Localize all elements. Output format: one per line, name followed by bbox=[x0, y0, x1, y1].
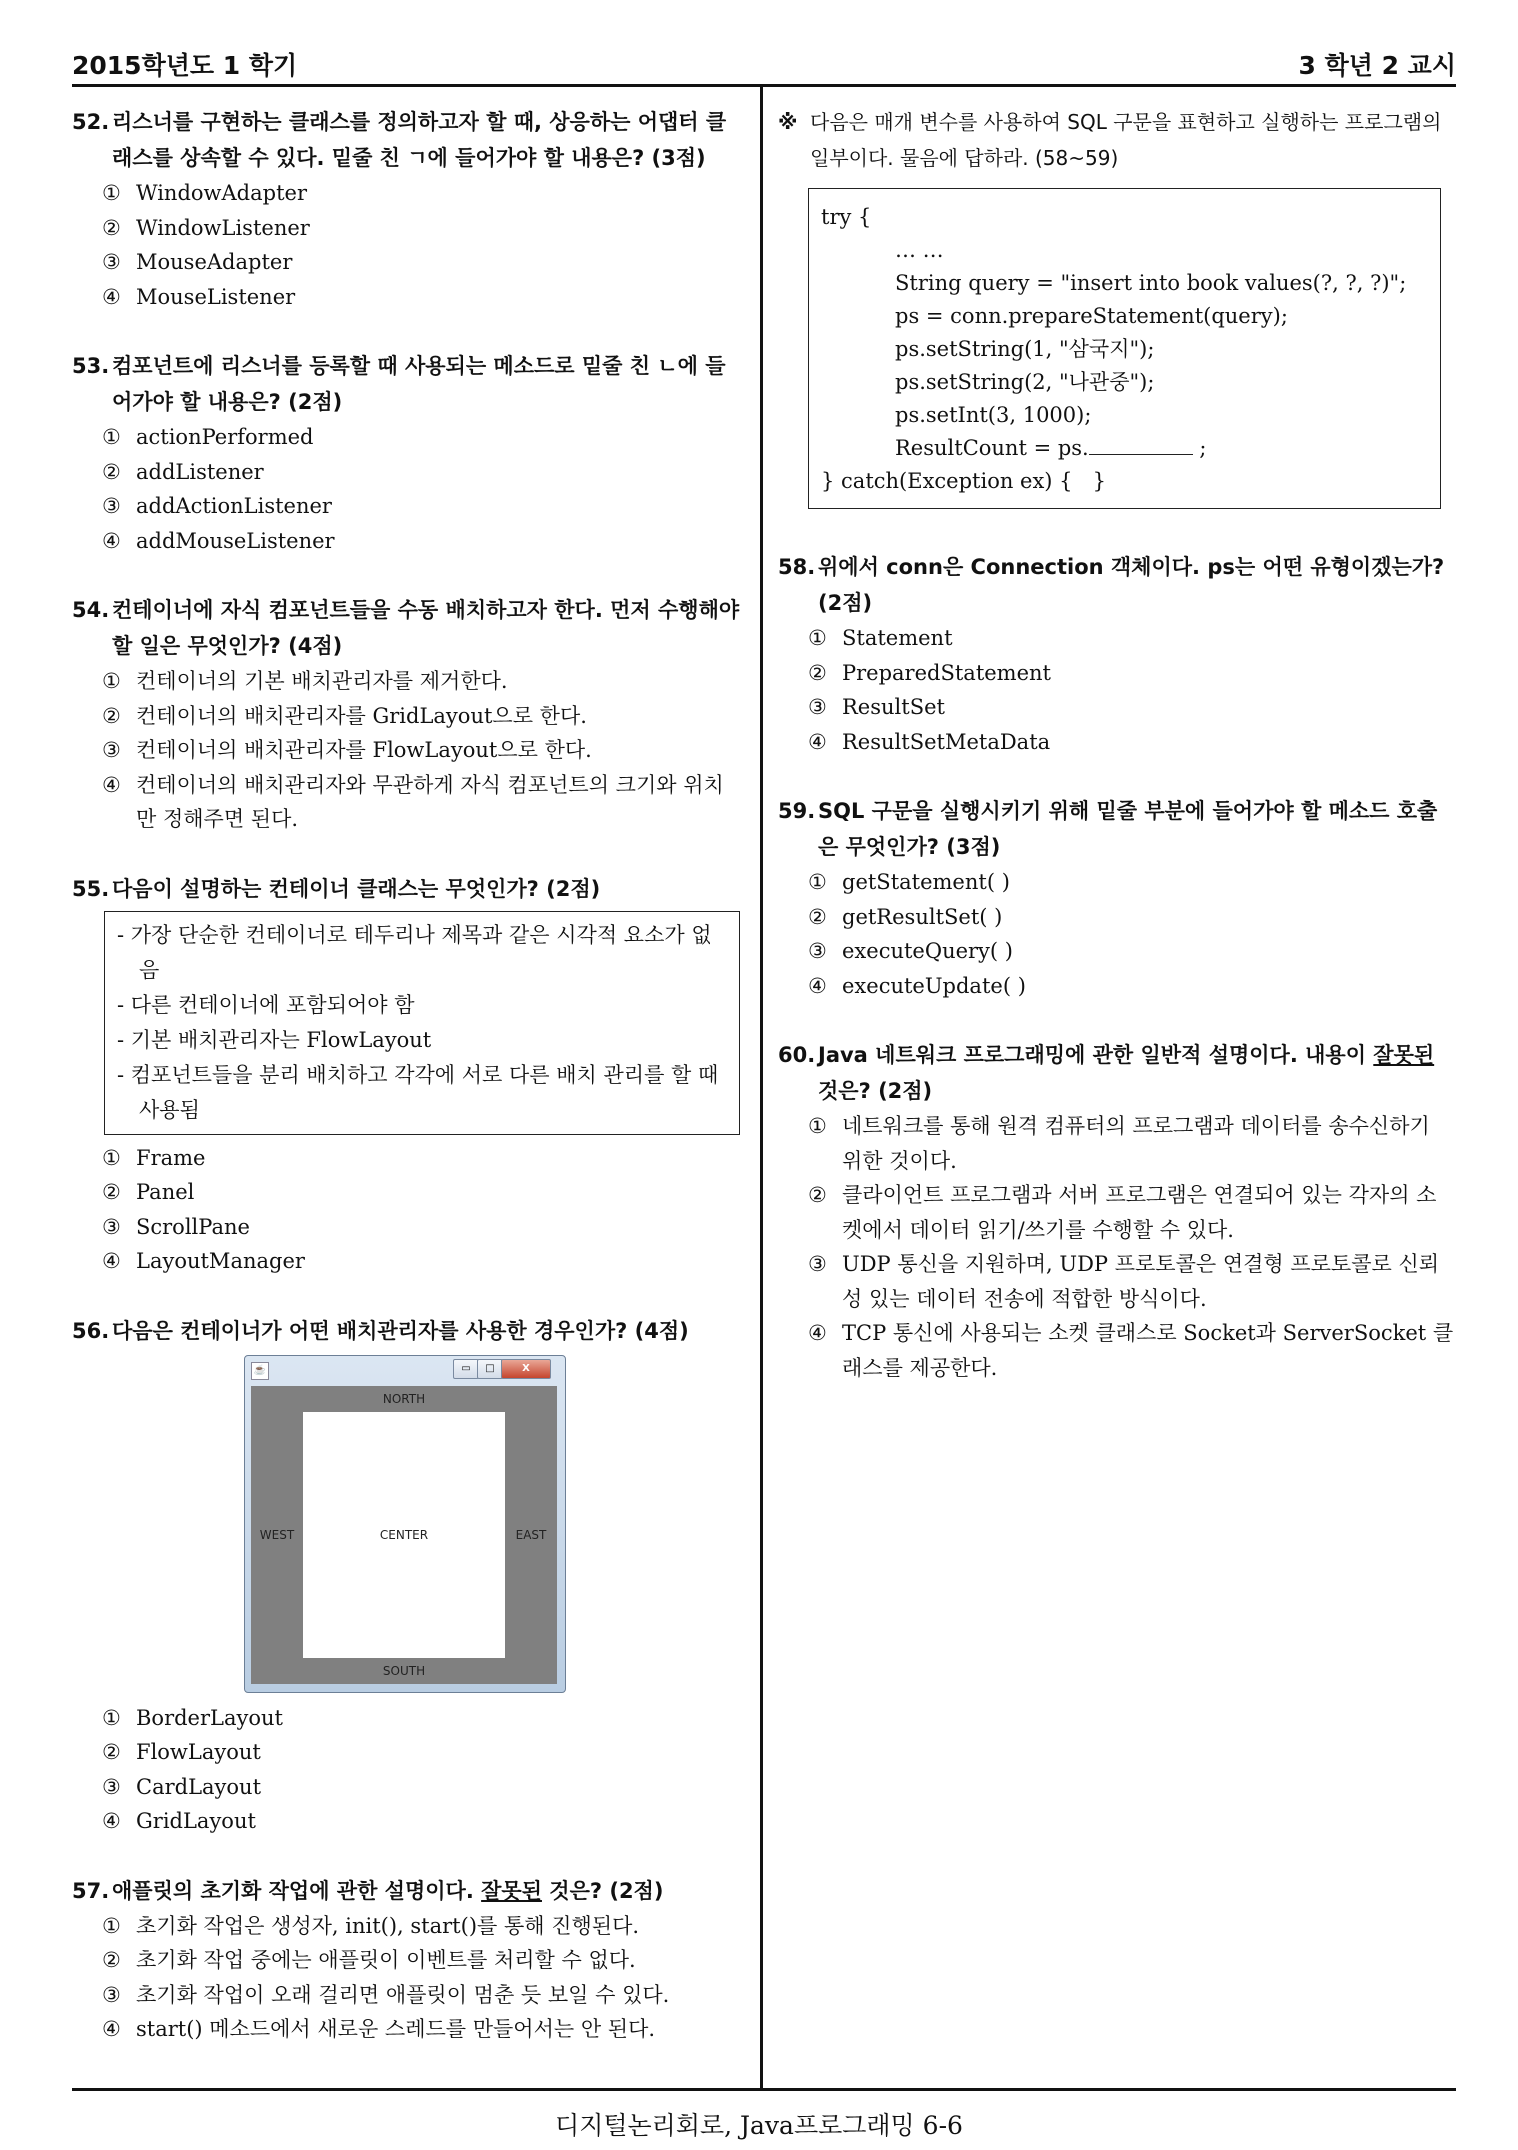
option-text: 초기화 작업이 오래 걸리면 애플릿이 멈춘 듯 보일 수 있다. bbox=[136, 1982, 670, 2007]
question-text: 다음은 컨테이너가 어떤 배치관리자를 사용한 경우인가? (4점) bbox=[112, 1318, 689, 1343]
option-1 bbox=[72, 176, 740, 211]
code-line: … … bbox=[895, 238, 944, 262]
question-text: 컴포넌트에 리스너를 등록할 때 사용되는 메소드로 밑줄 친 ㄴ에 들어가야 할 내용은? (2점) bbox=[112, 354, 726, 414]
code-fragment: ; bbox=[1192, 436, 1207, 460]
option-text: UDP 통신을 지원하며, UDP 프로토콜은 연결형 프로토콜로 신뢰성 있는 데이터 전송에 적합한 방식이다. bbox=[842, 1252, 1440, 1311]
question-58 bbox=[778, 549, 1456, 759]
west-button[interactable]: WEST bbox=[251, 1412, 303, 1658]
option-text: MouseAdapter bbox=[136, 250, 293, 274]
question-text-end: 것은? (2점) bbox=[541, 1878, 664, 1903]
option-1 bbox=[72, 664, 740, 699]
question-55 bbox=[72, 871, 740, 1279]
option-1 bbox=[778, 621, 1456, 656]
question-stem bbox=[72, 871, 740, 907]
option-marker: ② bbox=[102, 703, 121, 728]
option-marker: ④ bbox=[102, 1809, 121, 1833]
description-line: - 다른 컨테이너에 포함되어야 함 bbox=[117, 992, 415, 1017]
option-marker: ③ bbox=[808, 695, 827, 719]
option-text: MouseListener bbox=[136, 284, 296, 309]
option-marker: ④ bbox=[808, 1321, 827, 1345]
emphasis-text: 잘못된 bbox=[1373, 1043, 1435, 1067]
question-number: 59. bbox=[778, 799, 816, 823]
option-marker: ② bbox=[808, 1183, 827, 1207]
emphasis-text: 잘못된 bbox=[481, 1878, 542, 1903]
question-60 bbox=[778, 1037, 1456, 1385]
question-text: Java 네트워크 프로그래밍에 관한 일반적 설명이다. 내용이 bbox=[818, 1043, 1374, 1067]
south-button[interactable]: SOUTH bbox=[251, 1658, 557, 1684]
code-line: ps.setString(1, "삼국지"); bbox=[895, 337, 1155, 361]
option-1 bbox=[72, 1909, 740, 1944]
option-marker: ② bbox=[102, 215, 121, 240]
option-3 bbox=[72, 1210, 740, 1245]
option-4 bbox=[72, 768, 740, 837]
question-54 bbox=[72, 592, 740, 837]
code-line: try { bbox=[821, 205, 872, 229]
question-number: 54. bbox=[72, 598, 110, 622]
question-number: 55. bbox=[72, 876, 110, 901]
option-3 bbox=[72, 245, 740, 280]
reference-mark: ※ bbox=[778, 110, 798, 134]
minimize-icon[interactable]: ▭ bbox=[453, 1359, 479, 1379]
code-fragment: ResultCount = ps. bbox=[895, 436, 1089, 460]
option-marker: ② bbox=[102, 459, 121, 484]
option-marker: ④ bbox=[102, 284, 121, 309]
question-number: 57. bbox=[72, 1878, 110, 1903]
code-line: } catch(Exception ex) { } bbox=[821, 469, 1106, 493]
question-stem bbox=[72, 104, 740, 176]
description-line: - 가장 단순한 컨테이너로 테두리나 제목과 같은 시각적 요소가 없음 bbox=[117, 922, 712, 982]
option-marker: ③ bbox=[808, 939, 827, 963]
left-column bbox=[72, 104, 740, 2081]
description-line: - 컴포넌트들을 분리 배치하고 각각에 서로 다른 배치 관리를 할 때 사용됨 bbox=[117, 1062, 719, 1122]
question-stem bbox=[778, 793, 1456, 865]
question-stem bbox=[72, 1873, 740, 1909]
option-text: WindowListener bbox=[136, 215, 310, 240]
option-text: 컨테이너의 기본 배치관리자를 제거한다. bbox=[136, 669, 508, 693]
option-4 bbox=[72, 280, 740, 315]
option-text: CardLayout bbox=[136, 1774, 262, 1799]
note-text: 다음은 매개 변수를 사용하여 SQL 구문을 표현하고 실행하는 프로그램의 일부이다. 물음에 답하라. (58~59) bbox=[810, 110, 1442, 170]
option-1 bbox=[72, 420, 740, 455]
option-marker: ① bbox=[102, 1145, 121, 1170]
option-text: addMouseListener bbox=[136, 528, 335, 553]
option-2 bbox=[72, 1175, 740, 1210]
border-layout-window bbox=[244, 1355, 566, 1693]
code-line: ps = conn.prepareStatement(query); bbox=[895, 304, 1288, 328]
option-text: GridLayout bbox=[136, 1809, 256, 1833]
option-text: Statement bbox=[842, 626, 953, 650]
option-marker: ③ bbox=[102, 738, 121, 762]
code-line bbox=[821, 432, 1424, 465]
question-text: 컨테이너에 자식 컴포넌트들을 수동 배치하고자 한다. 먼저 수행해야 할 일은 무엇인가? (4점) bbox=[112, 598, 740, 658]
option-marker: ① bbox=[808, 1114, 827, 1138]
option-text: ResultSet bbox=[842, 695, 945, 719]
option-marker: ④ bbox=[808, 973, 827, 998]
question-59 bbox=[778, 793, 1456, 1003]
code-line: ps.setString(2, "나관중"); bbox=[895, 370, 1155, 394]
option-4 bbox=[778, 1316, 1456, 1385]
question-text: 애플릿의 초기화 작업에 관한 설명이다. bbox=[112, 1878, 482, 1903]
option-2 bbox=[778, 1178, 1456, 1247]
option-text: 초기화 작업 중에는 애플릿이 이벤트를 처리할 수 없다. bbox=[136, 1948, 636, 1972]
question-text: 위에서 conn은 Connection 객체이다. ps는 어떤 유형이겠는가? (2점) bbox=[818, 555, 1445, 615]
question-text: SQL 구문을 실행시키기 위해 밑줄 부분에 들어가야 할 메소드 호출은 무엇인가? (3점) bbox=[818, 799, 1438, 859]
instruction-note bbox=[778, 104, 1456, 176]
option-text: addActionListener bbox=[136, 494, 332, 518]
option-marker: ③ bbox=[808, 1252, 827, 1276]
option-text: PreparedStatement bbox=[842, 660, 1051, 685]
option-marker: ③ bbox=[102, 250, 121, 274]
question-stem bbox=[778, 549, 1456, 621]
option-text: 초기화 작업은 생성자, init(), start()를 통해 진행된다. bbox=[136, 1913, 640, 1938]
top-rule bbox=[72, 84, 1456, 87]
option-text: start() 메소드에서 새로운 스레드를 만들어서는 안 된다. bbox=[136, 2017, 656, 2041]
java-app-icon: ☕ bbox=[251, 1362, 269, 1380]
question-number: 60. bbox=[778, 1043, 816, 1067]
question-stem bbox=[72, 592, 740, 664]
option-marker: ③ bbox=[102, 1214, 121, 1239]
option-marker: ③ bbox=[102, 494, 121, 518]
description-box bbox=[104, 911, 740, 1135]
window-client-area bbox=[251, 1386, 557, 1684]
option-marker: ③ bbox=[102, 1982, 121, 2007]
question-stem bbox=[778, 1037, 1456, 1109]
exam-term: 2015학년도 1 학기 bbox=[72, 51, 298, 80]
option-text: LayoutManager bbox=[136, 1249, 305, 1273]
option-3 bbox=[778, 690, 1456, 725]
option-text: Panel bbox=[136, 1180, 195, 1204]
option-text: addListener bbox=[136, 459, 264, 484]
option-text: 컨테이너의 배치관리자와 무관하게 자식 컴포넌트의 크기와 위치만 정해주면 된다. bbox=[136, 772, 724, 831]
option-2 bbox=[72, 455, 740, 490]
option-text: getStatement( ) bbox=[842, 870, 1010, 894]
north-button[interactable]: NORTH bbox=[251, 1386, 557, 1412]
code-line: ps.setInt(3, 1000); bbox=[895, 403, 1092, 427]
option-text: 컨테이너의 배치관리자를 GridLayout으로 한다. bbox=[136, 703, 587, 728]
right-column bbox=[778, 104, 1456, 1419]
option-text: executeQuery( ) bbox=[842, 939, 1013, 963]
option-marker: ① bbox=[808, 870, 827, 894]
bottom-rule bbox=[72, 2088, 1456, 2091]
option-marker: ① bbox=[102, 669, 121, 693]
code-line: String query = "insert into book values(?, ?, ?)"; bbox=[895, 271, 1407, 295]
option-4 bbox=[72, 1244, 740, 1279]
option-2 bbox=[778, 900, 1456, 935]
column-divider bbox=[760, 84, 763, 2088]
option-3 bbox=[778, 934, 1456, 969]
option-4 bbox=[778, 725, 1456, 760]
option-text: executeUpdate( ) bbox=[842, 973, 1026, 998]
option-marker: ② bbox=[102, 1180, 121, 1204]
option-text: Frame bbox=[136, 1145, 206, 1170]
option-marker: ④ bbox=[808, 729, 827, 754]
option-2 bbox=[72, 1943, 740, 1978]
option-marker: ② bbox=[102, 1740, 121, 1764]
option-1 bbox=[72, 1141, 740, 1176]
option-4 bbox=[72, 2012, 740, 2047]
description-line: - 기본 배치관리자는 FlowLayout bbox=[117, 1027, 432, 1052]
option-marker: ① bbox=[102, 425, 121, 449]
question-number: 58. bbox=[778, 555, 816, 579]
question-56 bbox=[72, 1313, 740, 1839]
option-1 bbox=[72, 1701, 740, 1736]
option-3 bbox=[72, 1770, 740, 1805]
option-marker: ④ bbox=[102, 2017, 121, 2041]
window-titlebar bbox=[245, 1356, 565, 1384]
option-marker: ② bbox=[102, 1948, 121, 1972]
grade-period: 3 학년 2 교시 bbox=[1298, 51, 1456, 80]
option-marker: ① bbox=[102, 1913, 121, 1938]
option-3 bbox=[778, 1247, 1456, 1316]
option-text: getResultSet( ) bbox=[842, 904, 1003, 929]
option-text: 네트워크를 통해 원격 컴퓨터의 프로그램과 데이터를 송수신하기 위한 것이다. bbox=[842, 1114, 1430, 1173]
option-text: actionPerformed bbox=[136, 425, 314, 449]
answer-blank bbox=[1089, 434, 1193, 455]
option-text: BorderLayout bbox=[136, 1705, 283, 1730]
option-4 bbox=[778, 969, 1456, 1004]
option-marker: ④ bbox=[102, 528, 121, 553]
option-2 bbox=[72, 211, 740, 246]
east-button[interactable]: EAST bbox=[505, 1412, 557, 1658]
option-3 bbox=[72, 733, 740, 768]
question-57 bbox=[72, 1873, 740, 2047]
close-icon[interactable]: X bbox=[501, 1359, 551, 1379]
question-stem bbox=[72, 1313, 740, 1349]
option-1 bbox=[778, 1109, 1456, 1178]
option-marker: ② bbox=[808, 904, 827, 929]
option-2 bbox=[72, 1735, 740, 1770]
option-marker: ① bbox=[102, 181, 121, 205]
question-number: 56. bbox=[72, 1318, 110, 1343]
question-text: 리스너를 구현하는 클래스를 정의하고자 할 때, 상응하는 어댑터 클래스를 상속할 수 있다. 밑줄 친 ㄱ에 들어가야 할 내용은? (3점) bbox=[112, 110, 727, 170]
option-text: ScrollPane bbox=[136, 1214, 250, 1239]
question-52 bbox=[72, 104, 740, 314]
option-3 bbox=[72, 1978, 740, 2013]
question-number: 53. bbox=[72, 354, 110, 378]
option-marker: ④ bbox=[102, 772, 121, 797]
option-marker: ④ bbox=[102, 1249, 121, 1273]
code-box bbox=[808, 188, 1441, 509]
option-marker: ② bbox=[808, 660, 827, 685]
option-4 bbox=[72, 524, 740, 559]
maximize-icon[interactable]: □ bbox=[477, 1359, 503, 1379]
question-text: 다음이 설명하는 컨테이너 클래스는 무엇인가? (2점) bbox=[112, 876, 601, 901]
option-text: TCP 통신에 사용되는 소켓 클래스로 Socket과 ServerSocket 클래스를 제공한다. bbox=[842, 1321, 1454, 1380]
option-marker: ① bbox=[808, 626, 827, 650]
page-footer: 디지털논리회로, Java프로그래밍 6-6 bbox=[555, 2111, 963, 2140]
question-text-end: 것은? (2점) bbox=[818, 1079, 933, 1103]
question-number: 52. bbox=[72, 110, 110, 134]
option-1 bbox=[778, 865, 1456, 900]
option-3 bbox=[72, 489, 740, 524]
option-2 bbox=[72, 699, 740, 734]
question-stem bbox=[72, 348, 740, 420]
option-text: ResultSetMetaData bbox=[842, 729, 1051, 754]
option-2 bbox=[778, 656, 1456, 691]
center-button[interactable]: CENTER bbox=[303, 1412, 505, 1658]
question-53 bbox=[72, 348, 740, 558]
option-text: WindowAdapter bbox=[136, 181, 307, 205]
option-marker: ③ bbox=[102, 1774, 121, 1799]
option-text: FlowLayout bbox=[136, 1740, 261, 1764]
option-marker: ① bbox=[102, 1705, 121, 1730]
option-4 bbox=[72, 1804, 740, 1839]
option-text: 클라이언트 프로그램과 서버 프로그램은 연결되어 있는 각자의 소켓에서 데이터 읽기/쓰기를 수행할 수 있다. bbox=[842, 1183, 1437, 1242]
option-text: 컨테이너의 배치관리자를 FlowLayout으로 한다. bbox=[136, 738, 592, 762]
